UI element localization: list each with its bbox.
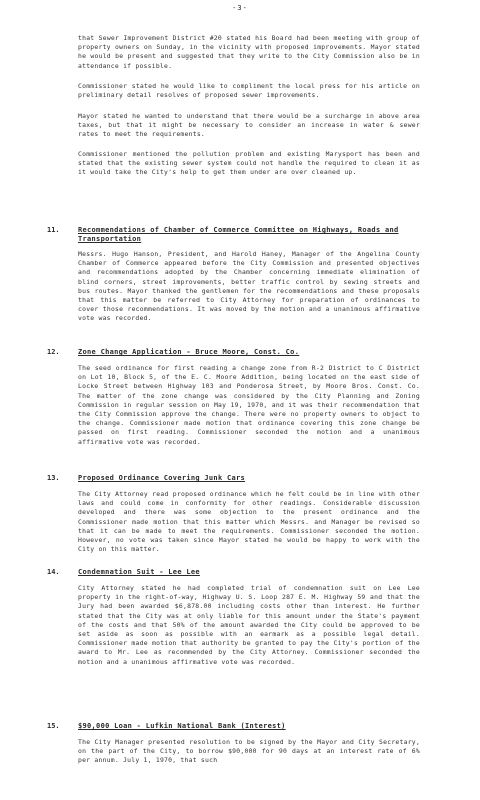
- section-body: City Attorney stated he had completed trial of condemnation suit on Lee Lee property in the right-of-way, Highway U. S. Loop 287 E. M. Highway 59 and that the Jury had been awarded $6,878.00 including costs other than interest. He further stated that the City was at only liable for this amount under the State's payment of the costs and that 50% of the amount awarded the City could be approved to be set aside as soon as possible with an earmark as a possible legal detail. Commissioner made motion that authority be granted to pay the City's portion of the award to Mr. Lee as recommended by the City Attorney. Commissioner seconded the motion and a unanimous affirmative vote was recorded.: [78, 584, 420, 666]
- intro-paragraph-1: that Sewer Improvement District #20 stated his Board had been meeting with group of property owners on Sunday, in the vicinity with proposed improvements. Mayor stated he would be present and suggested that they write to the City Commission also be in attendance if possible.: [78, 34, 420, 70]
- section-number: 14.: [47, 568, 60, 576]
- section-heading: Zone Change Application - Bruce Moore, Const. Co.: [78, 348, 300, 356]
- section-body: Messrs. Hugo Hanson, President, and Harold Haney, Manager of the Angelina County Chamber of Commerce appeared before the City Commission and presented objectives and recommendations adopted by the Chamber concerning immediate elimination of blind corners, street improvements, better traffic control by sewing streets and bus routes. Mayor thanked the gentlemen for the recommendations and these proposals that this matter be referred to City Attorney for preparation of ordinances to cover those recommendations. It was moved by the motion and a unanimous affirmative vote was recorded.: [78, 250, 420, 323]
- intro-paragraph-2: Commissioner stated he would like to compliment the local press for his article on preliminary detail resolves of proposed sewer improvements.: [78, 82, 420, 100]
- section-body: The seed ordinance for first reading a change zone from R-2 District to C District on Lot 10, Block 5, of the E. C. Moore Addition, being located on the east side of Locke Street between Highway 103 and Ponderosa Street, by Moore Bros. Const. Co. The matter of the zone change was considered by the City Planning and Zoning Commission in regular session on May 19, 1970, and it was their recommendation that the City Commission approve the change. There were no property owners to object to the change. Commissioner made motion that ordinance covering this zone change be passed on first reading. Commissioner seconded the motion and a unanimous affirmative vote was recorded.: [78, 364, 420, 446]
- section-body: The City Manager presented resolution to be signed by the Mayor and City Secretary, on the part of the City, to borrow $90,000 for 90 days at an interest rate of 6% per annum. July 1, 1970, that such: [78, 738, 420, 765]
- section-heading: $90,000 Loan - Lufkin National Bank (Interest): [78, 722, 286, 730]
- section-number: 15.: [47, 722, 60, 730]
- section-number: 12.: [47, 348, 60, 356]
- intro-paragraph-3: Mayor stated he wanted to understand that there would be a surcharge in above area taxes, but that it might be necessary to consider an increase in water & sewer rates to meet the requirements.: [78, 112, 420, 139]
- section-heading: Condemnation Suit - Lee Lee: [78, 568, 200, 576]
- section-body: The City Attorney read proposed ordinance which he felt could be in line with other laws and could come in conformity for other readings. Considerable discussion developed and there was some objection to the present ordinance and the Commissioner made motion that this matter which Messrs. and Manager be revised so that it can be made to meet the requirements. Commissioner seconded the motion. However, no vote was taken since Mayor stated he would be happy to work with the City on this matter.: [78, 490, 420, 554]
- intro-paragraph-4: Commissioner mentioned the pollution problem and existing Marysport has been and stated that the existing sewer system could not handle the required to clean it as it would take the City's help to get them under are over cleaned up.: [78, 150, 420, 177]
- section-number: 13.: [47, 474, 60, 482]
- section-number: 11.: [47, 226, 60, 234]
- page-number: -3-: [232, 4, 248, 12]
- section-heading: Proposed Ordinance Covering Junk Cars: [78, 474, 246, 482]
- section-heading: Recommendations of Chamber of Commerce Committee on Highways, Roads and Transportation: [78, 226, 399, 243]
